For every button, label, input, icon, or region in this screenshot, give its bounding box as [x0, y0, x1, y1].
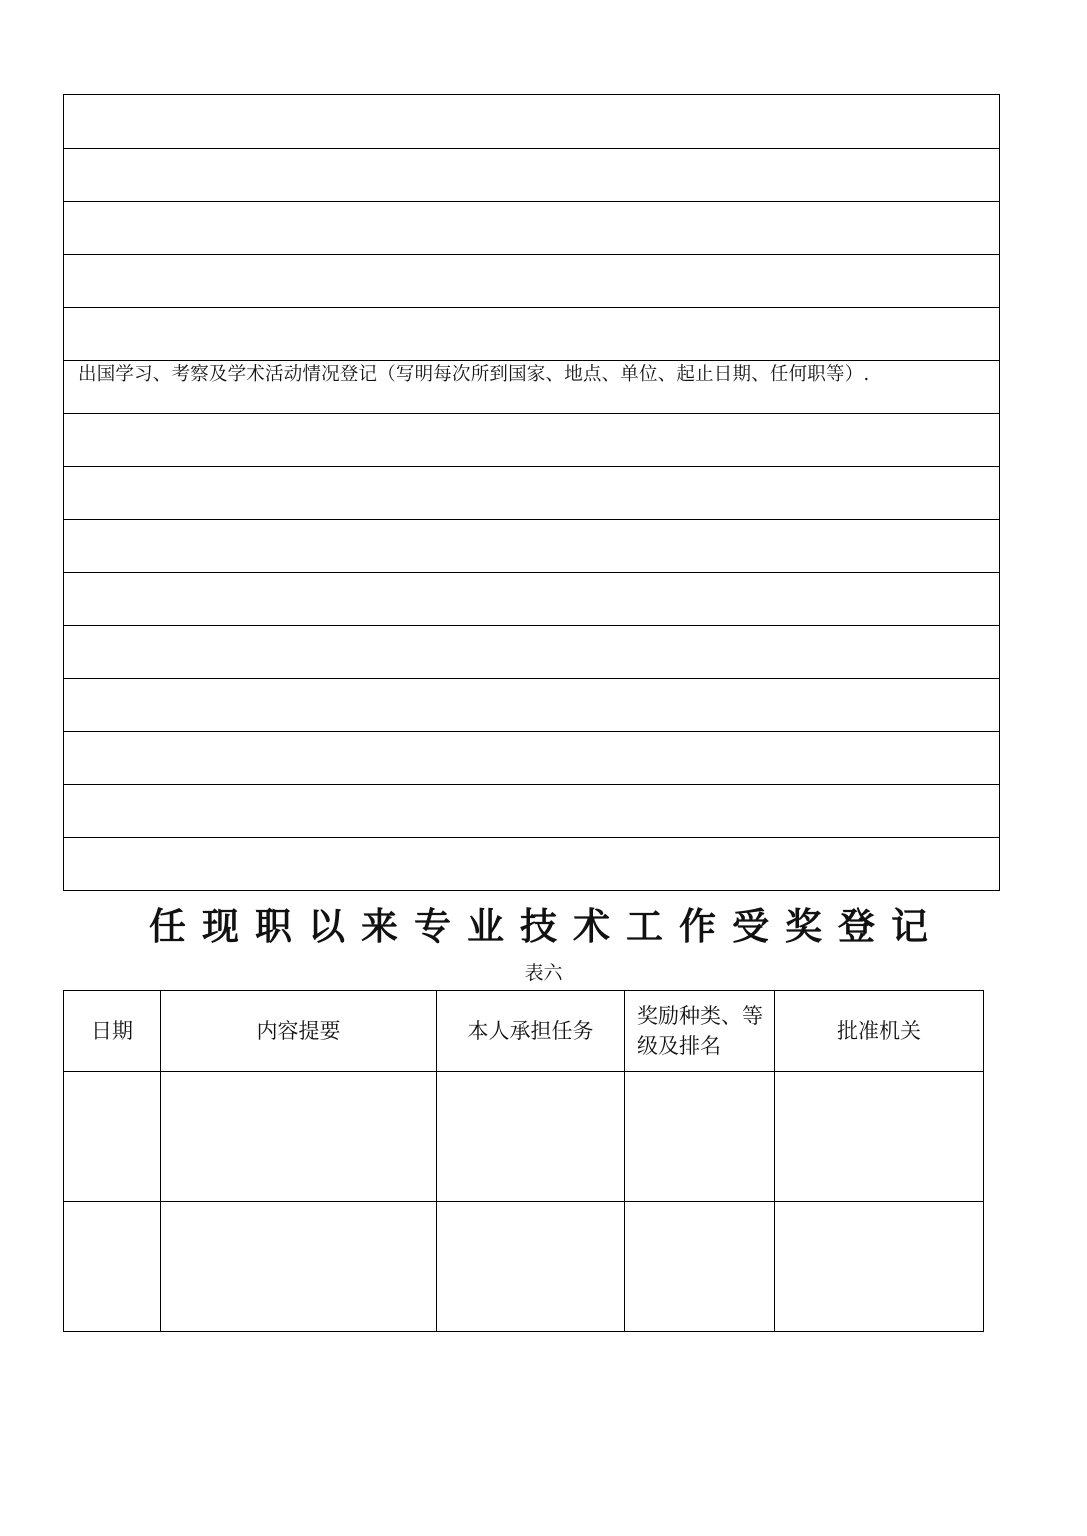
personal-task-cell[interactable] — [437, 1072, 625, 1202]
table-number-label: 表六 — [524, 962, 563, 984]
summary-cell[interactable] — [161, 1202, 437, 1332]
row-divider — [64, 519, 999, 520]
row-divider — [64, 784, 999, 785]
row-divider — [64, 413, 999, 414]
award-section-title: 任现职以来专业技术工作受奖登记 — [149, 904, 944, 948]
table-row — [64, 1072, 984, 1202]
activity-record-box — [63, 94, 1000, 891]
column-header-approving-authority: 批准机关 — [775, 991, 984, 1072]
approving-authority-cell[interactable] — [775, 1202, 984, 1332]
row-divider — [64, 148, 999, 149]
row-divider — [64, 466, 999, 467]
column-header-summary: 内容提要 — [161, 991, 437, 1072]
award-type-cell[interactable] — [625, 1202, 775, 1332]
row-divider — [64, 678, 999, 679]
row-divider — [64, 254, 999, 255]
award-table — [63, 990, 984, 1332]
approving-authority-cell[interactable] — [775, 1072, 984, 1202]
column-header-award-type: 奖励种类、等级及排名 — [625, 991, 775, 1072]
row-divider — [64, 307, 999, 308]
award-table-header-row — [64, 991, 984, 1072]
date-cell[interactable] — [64, 1202, 161, 1332]
summary-cell[interactable] — [161, 1072, 437, 1202]
date-cell[interactable] — [64, 1072, 161, 1202]
row-divider — [64, 572, 999, 573]
table-row — [64, 1202, 984, 1332]
column-header-date: 日期 — [64, 991, 161, 1072]
row-divider — [64, 201, 999, 202]
abroad-activity-prompt: 出国学习、考察及学术活动情况登记（写明每次所到国家、地点、单位、起止日期、任何职等）. — [78, 364, 870, 385]
award-type-cell[interactable] — [625, 1072, 775, 1202]
personal-task-cell[interactable] — [437, 1202, 625, 1332]
row-divider — [64, 837, 999, 838]
column-header-personal-task: 本人承担任务 — [437, 991, 625, 1072]
row-divider — [64, 731, 999, 732]
row-divider — [64, 625, 999, 626]
